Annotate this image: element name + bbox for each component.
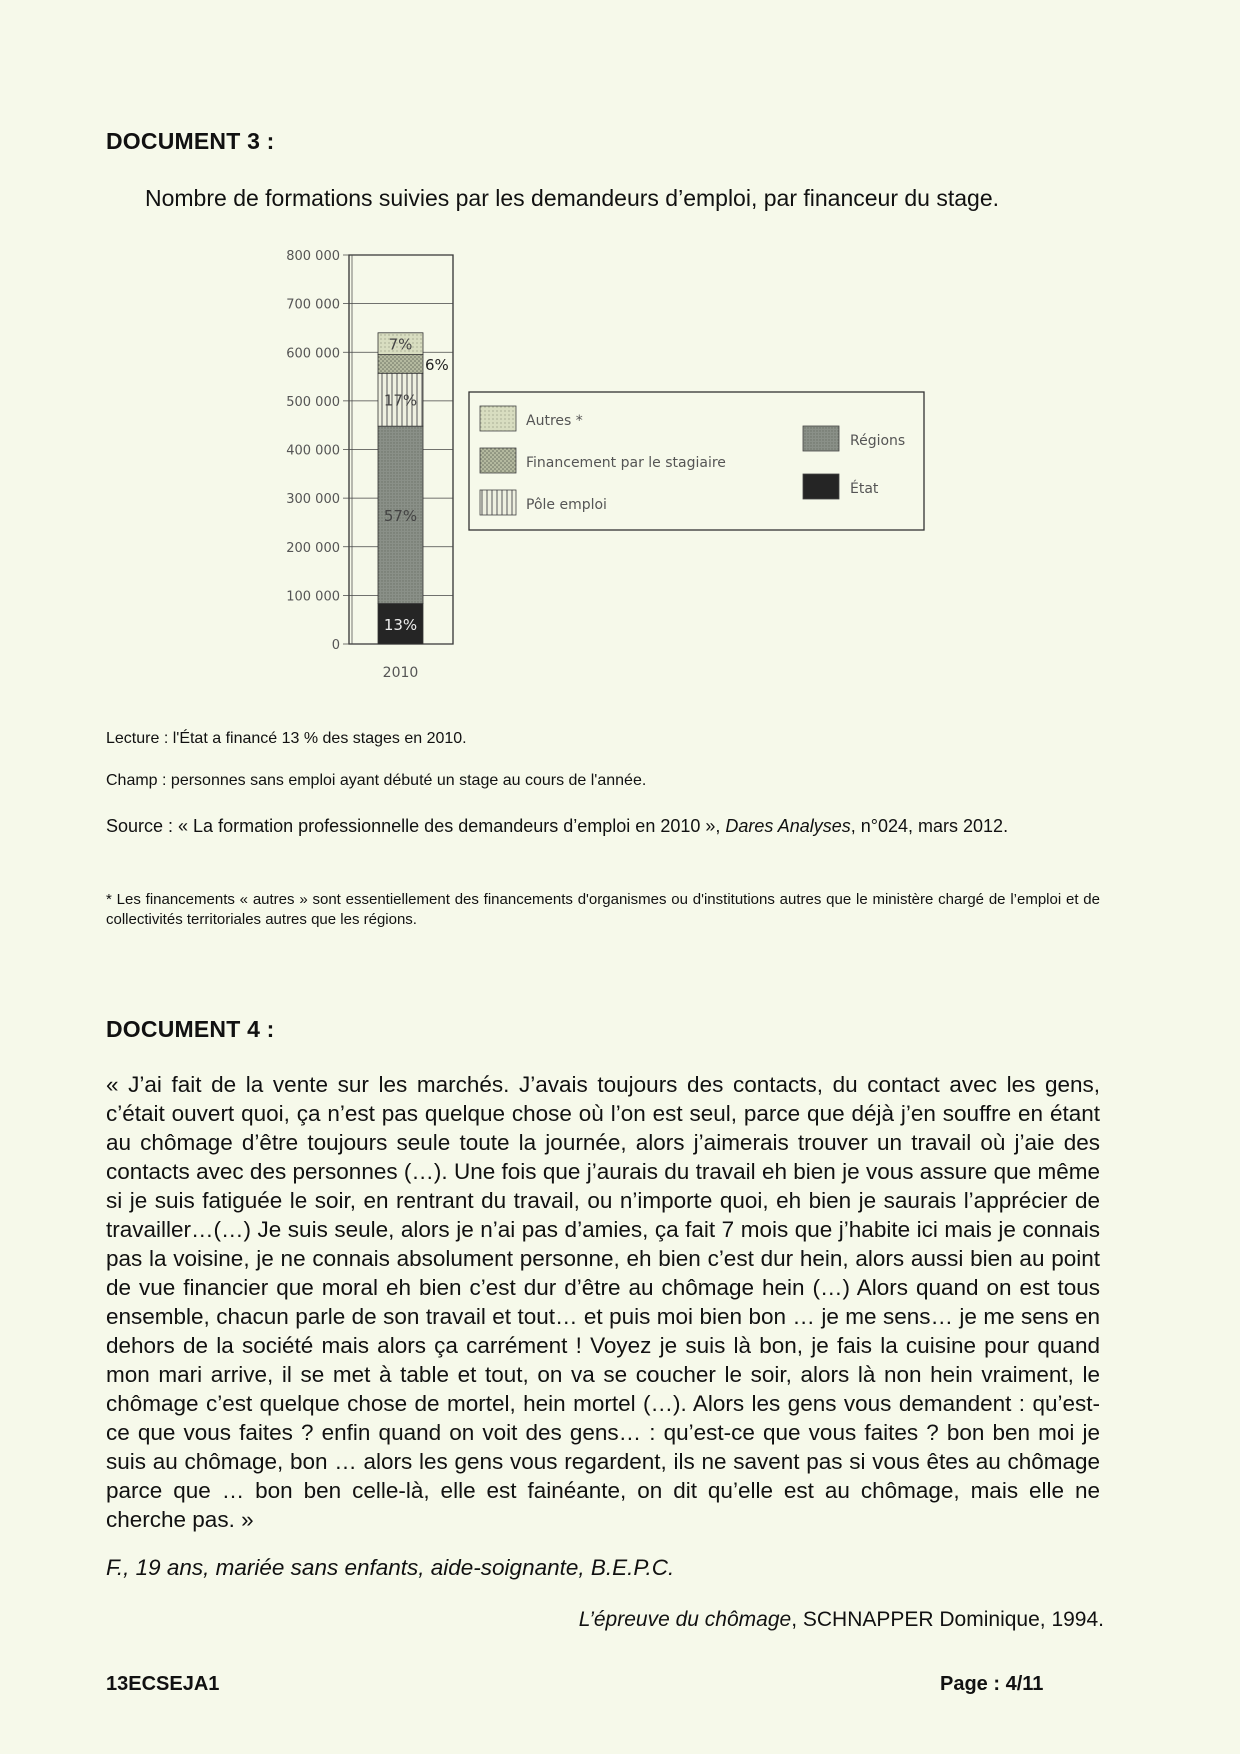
y-tick-label: 700 000: [286, 297, 340, 313]
bar-label-3: 6%: [425, 355, 449, 374]
bar-label-2: 17%: [383, 391, 418, 410]
legend-swatch-right-0: [803, 426, 839, 451]
footnote: * Les financements « autres » sont essentiellement des financements d'organismes ou d'institutions autres que le ministère chargé de l’emploi et de collectivités territoriales autres que les régions.: [106, 891, 1100, 928]
citation-title: L’épreuve du chômage: [578, 1608, 792, 1631]
y-tick-label: 300 000: [286, 492, 340, 508]
y-tick-label: 100 000: [286, 589, 340, 605]
y-tick-label: 0: [331, 638, 340, 653]
document4-heading: DOCUMENT 4 :: [106, 1016, 275, 1042]
citation: [579, 1608, 1104, 1632]
source-suffix: , n°024, mars 2012.: [850, 816, 1009, 836]
chart-legend: [469, 392, 924, 530]
lecture-note: Lecture : l'État a financé 13 % des stages en 2010.: [106, 730, 467, 747]
page-number: Page : 4/11: [940, 1673, 1044, 1695]
citation-author: , SCHNAPPER Dominique, 1994.: [791, 1608, 1104, 1631]
source-note: [106, 814, 1100, 838]
document3-heading: DOCUMENT 3 :: [106, 128, 275, 154]
bar-label-0: 13%: [383, 615, 418, 634]
bar-label-1: 57%: [383, 506, 418, 525]
legend-label-left-0: Autres *: [526, 413, 583, 429]
testimony-quote: « J’ai fait de la vente sur les marchés. J’avais toujours des contacts, du contact avec les gens, c’était ouvert quoi, ça n’est pas quelque chose où l’on est seul, parce que déjà j’en souffre en étant au chômage d’être toujours seule toute la journée, alors j’aimerais trouver un travail où j’aie des contacts avec des personnes (…). Une fois que j’aurais du travail eh bien je vous assure que même si je suis fatiguée le soir, en rentrant du travail, ou n’importe quoi, eh bien je saurais l’apprécier de travailler…(…) Je suis seule, alors je n’ai pas d’amies, ça fait 7 mois que j’habite ici mais je connais pas la voisine, je ne connais absolument personne, eh bien c’est dur hein, alors aussi bien au point de vue financier que moral eh bien c’est dur d’être au chômage hein (…) Alors quand on est tous ensemble, chacun parle de son travail et tout… et puis moi bien bon … je me sens… je me sens en dehors de la société mais alors ça carrément ! Voyez je suis là bon, je fais la cuisine pour quand mon mari arrive, il se met à table et tout, on va se coucher le soir, alors là non hein vraiment, le chômage c’est quelque chose de mortel, hein mortel (…). Alors les gens vous demandent : qu’est-ce que vous faites ? enfin quand on voit des gens… : qu’est-ce que vous faites ? bon ben moi je suis au chômage, bon … alors les gens vous regardent, ils ne savent pas si vous êtes au chômage parce que … bon ben celle-là, elle est fainéante, on dit qu’elle est au chômage, mais elle ne cherche pas. »: [106, 1072, 1100, 1532]
chart-axes: [286, 249, 453, 681]
source-prefix: Source : « La formation professionnelle des demandeurs d’emploi en 2010 »,: [106, 816, 726, 836]
legend-label-left-2: Pôle emploi: [526, 497, 607, 513]
y-tick-label: 800 000: [286, 249, 340, 264]
bar-segment-3: [378, 355, 423, 374]
y-tick-label: 200 000: [286, 540, 340, 556]
champ-note: Champ : personnes sans emploi ayant débuté un stage au cours de l'année.: [106, 772, 647, 789]
legend-swatch-left-0: [480, 406, 516, 431]
legend-label-right-0: Régions: [850, 433, 906, 449]
legend-swatch-right-1: [803, 474, 839, 499]
y-tick-label: 500 000: [286, 394, 340, 410]
legend-swatch-left-2: [480, 490, 516, 515]
y-tick-label: 400 000: [286, 443, 340, 459]
legend-label-left-1: Financement par le stagiaire: [526, 455, 726, 471]
bar-label-4: 7%: [388, 335, 413, 354]
exam-code: 13ECSEJA1: [106, 1673, 220, 1695]
legend-swatch-left-1: [480, 448, 516, 473]
x-tick-label: 2010: [382, 665, 419, 681]
document3-subtitle: Nombre de formations suivies par les demandeurs d’emploi, par financeur du stage.: [145, 185, 999, 211]
funding-chart: [240, 238, 940, 688]
source-journal: Dares Analyses: [725, 816, 851, 836]
legend-label-right-1: État: [850, 481, 879, 497]
chart-bars: [378, 333, 449, 644]
y-tick-label: 600 000: [286, 346, 340, 362]
testimony-author: F., 19 ans, mariée sans enfants, aide-soignante, B.E.P.C.: [106, 1555, 675, 1580]
